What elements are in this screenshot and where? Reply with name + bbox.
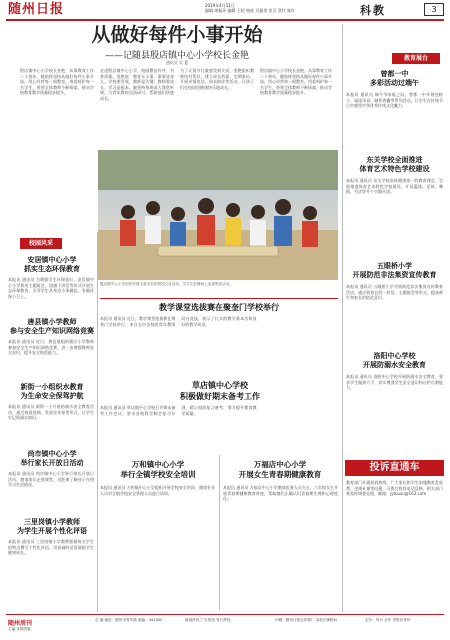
left-story-1-title: 安居镇中心小学 抓实生态环保教育 [24, 256, 80, 273]
photo-caption: 殷店镇中心小学组织开展丰富多彩的校园文化活动，学生们在操场上参加集体活动。 [100, 282, 233, 286]
newspaper-logo: 随州日报 [8, 2, 65, 17]
right-story-4-text: 本报讯 通讯员 洛阳中心学校开展防溺水安全教育，要求学生做到六不，切实增强学生安全意识和自护自救能力。 [346, 374, 443, 391]
main-headline: 从做好每件小事开始 [91, 24, 263, 46]
masthead-meta [205, 3, 325, 13]
main-subhead: ——记随县殷店镇中心小学校长金艳 [104, 51, 249, 61]
photo-illustration [98, 150, 338, 280]
center-story-4-title: 万福店中心小学 开展女生青春期健康教育 [238, 460, 322, 479]
footer-col-4: 定价：每月 全年 零售价每份 [365, 618, 411, 622]
center-story-4-text: 本报讯 通讯员 万福店中心小学邀请医务人员为五、六年级女生开展青春期健康教育讲座，帮助她们正确认识青春期生理和心理变化。 [223, 485, 338, 502]
right-story-2-title: 东关学校全面推进 体育艺术特色学校建设 [359, 156, 430, 173]
page-number: 3 [424, 3, 444, 16]
left-story-5-text: 本报讯 通讯员 三里岗镇小学教师根据每名学生的特点撰写个性化评语，用真诚的话语鼓励学生健康成长。 [8, 539, 94, 556]
left-story-2-text: 本报讯 通讯员 近日，唐县镇组织辖区小学教师参加安全生产知识网络竞赛，进一步增强教师安全意识，提升安全防范能力。 [8, 339, 94, 356]
center-divider [219, 455, 220, 610]
main-body-col-4: 殷店镇中心小学校长金艳，从事教育工作二十余年，她始终坚持从做好每件小事开始，用心经营每一间教室，用爱呵护每一名学生，带领全体教师不断探索，推动学校教育教学质量稳步提升。 [260, 68, 332, 96]
footer-col-1: 总 编 地址：随州市青年路 邮编：441300 [95, 618, 163, 622]
center-story-3-title: 万和镇中心小学 举行全镇学校安全培训 [120, 460, 196, 479]
main-byline: 通讯员 吴 夏 [165, 60, 189, 65]
right-story-1-text: 本报讯 通讯员 端午节来临之际，曾都一中开展包粽子、诵读诗词、制作香囊等系列活动，让学生在传统节日中感受中华优秀传统文化魅力。 [346, 92, 443, 109]
center-story-2-title: 草店镇中心学校 积极做好期末备考工作 [180, 381, 260, 401]
main-body-col-1: 殷店镇中心小学校长金艳，从事教育工作二十余年，她始终坚持从做好每件小事开始，用心经营每一间教室，用爱呵护每一名学生，带领全体教师不断探索，推动学校教育教学质量稳步提升。 [20, 68, 94, 96]
main-body-col-2: 走进殷店镇中心小学，校园整洁有序，书香浓郁。金艳说：教育无小事，事事皆育人。学校要发展，教师是关键；教师要成长，学习是根本。她坚持每周深入课堂听课，与青年教师交流研讨，帮助他们快速成长。 [100, 68, 174, 101]
center-story-1-text: 本报讯 通讯员 近日，教学课堂选拔赛在聚奎门学校举行，来自全市各校的青年教师同台竞技，展示了扎实的教学基本功和良好的教学风采。 [100, 316, 257, 327]
footer-rule [6, 614, 444, 615]
top-rule [6, 19, 444, 21]
right-story-3-title: 五眼桥小学 开展防范非法集资宣传教育 [352, 262, 437, 279]
complaint-hotline-banner: 投诉直通车 [345, 460, 444, 476]
center-rule [100, 298, 338, 299]
left-story-1-text: 本报讯 通讯员 为增强学生环保意识，安居镇中心小学利用主题班会、国旗下讲话等形式开展生态环保教育，引导学生从身边小事做起，争做环保小卫士。 [8, 277, 94, 299]
right-story-1-title: 曾都一中 多彩活动过端午 [370, 70, 419, 87]
left-story-4-text: 本报讯 通讯员 尚市镇中心小学举行家长开放日活动，邀请家长走进课堂，近距离了解孩子在校学习生活情况。 [8, 471, 94, 488]
footer-col-3: 印刷：随州日报社印刷厂 本报法律顾问 [275, 618, 338, 622]
right-story-4-title: 洛阳中心学校 开展防溺水安全教育 [363, 352, 426, 369]
main-body-col-3: 为了让留守儿童感受到关爱，金艳组织教师结对帮扶，建立成长档案，定期家访，开展亲情电话、周末陪伴等活动，让孩子们在校园里健康快乐地成长。 [180, 68, 254, 90]
education-showcase-banner: 教育展台 [392, 53, 440, 64]
complaint-hotline-text: 教育部门开通投诉热线，广大家长和学生如遇教育乱收费、违规补课等问题，可拨打投诉电话反映，相关部门将及时调查处理。邮箱：jytousu@163.com [346, 480, 443, 497]
left-story-4-title: 尚市镇中心小学 举行家长开放日活动 [20, 450, 84, 467]
right-story-3-text: 本报讯 通讯员 五眼桥小学开展防范非法集资宣传教育活动，通过致家长的一封信、主题班会等形式，提高师生和家长的防范意识。 [346, 284, 443, 301]
campus-banner: 校园风采 [20, 238, 62, 249]
footer-title: 随州周刊 [8, 620, 33, 627]
center-story-2-text: 本报讯 通讯员 草店镇中心学校召开期末备考工作会议，要求各校科学制定复习计划，精心组织复习备考，努力提升教育教学质量。 [100, 405, 257, 416]
center-story-1-title: 教学课堂选拔赛在聚奎门学校举行 [159, 303, 279, 312]
right-column-divider [342, 24, 343, 612]
left-story-5-title: 三里岗镇小学教师 为学生开展个性化评语 [17, 518, 87, 535]
left-story-3-title: 新街一小组织水教育 为生命安全保驾护航 [20, 383, 84, 400]
footer-left-text: 主编 本期责编 [8, 627, 31, 631]
left-story-3-text: 本报讯 通讯员 新街一小开展防溺水安全教育活动，通过观看视频、发放宣传单等形式，让学生牢记防溺水知识。 [8, 404, 94, 421]
issue-date: 2019年4月11日 [205, 3, 235, 8]
section-name: 科教 [360, 4, 386, 17]
kids-activity-photo [98, 150, 338, 280]
right-story-2-text: 本报讯 通讯员 东关学校坚持健康第一的教育理念，全面推进体育艺术特色学校建设，开设篮球、足球、舞蹈、书法等多个兴趣社团。 [346, 178, 443, 195]
left-story-2-title: 唐县镇小学教师 参与安全生产知识网络竞赛 [10, 318, 94, 335]
footer-col-2: 新闻热线 广告热线 发行热线 [185, 618, 231, 622]
footer-left [8, 618, 78, 632]
editor-line: 编辑 周振环 编辑 王松 校检 吴雅男 张芬 蔡红 陈红 [205, 8, 296, 13]
center-story-3-text: 本报讯 通讯员 万和镇中心小学组织开展学校安全培训，邀请专业人员对全镇学校安全管理人员进行培训。 [100, 485, 215, 496]
column-divider [97, 232, 98, 612]
